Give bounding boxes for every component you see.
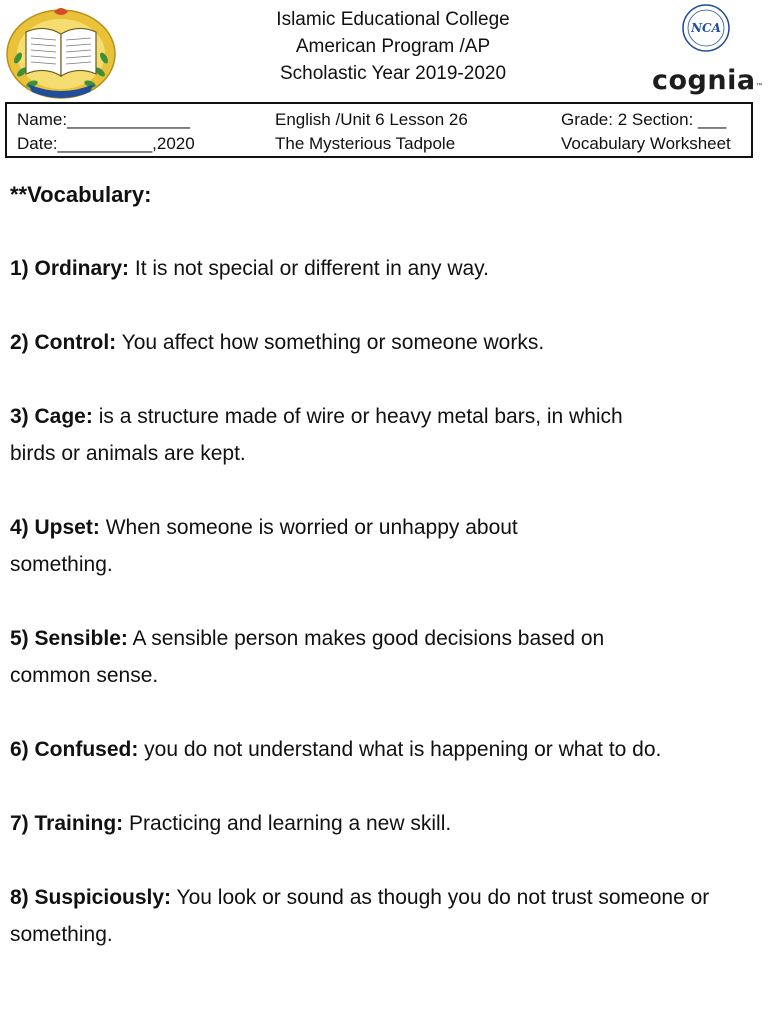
name-line: Name:_____________ — [17, 110, 190, 129]
vocab-definition: is a structure made of wire or heavy metal bars, in which birds or animals are kept. — [10, 405, 623, 465]
cognia-logo — [652, 62, 765, 100]
vocab-item-1 — [10, 250, 755, 287]
vocab-definition: A sensible person makes good decisions based on common sense. — [10, 627, 605, 687]
nca-seal-logo — [682, 4, 730, 52]
vocab-definition: You look or sound as though you do not trust someone or something. — [10, 886, 710, 946]
vocab-definition: Practicing and learning a new skill. — [123, 812, 452, 835]
subject-line: English /Unit 6 Lesson 26 — [275, 110, 468, 129]
vocab-term: 8) Suspiciously: — [10, 886, 172, 909]
school-title-block — [200, 6, 586, 87]
brand-trademark: ™ — [755, 82, 765, 91]
vocab-item-5 — [10, 620, 670, 694]
grade-info — [561, 108, 731, 156]
student-info-box — [5, 102, 753, 158]
open-book-emblem-logo — [4, 2, 118, 100]
vocab-term: 2) Control: — [10, 331, 117, 354]
vocab-term: 7) Training: — [10, 812, 124, 835]
date-line: Date:__________,2020 — [17, 134, 195, 153]
vocab-item-7 — [10, 805, 755, 842]
vocabulary-section — [10, 176, 755, 990]
vocab-term: 1) Ordinary: — [10, 257, 130, 280]
grade-line: Grade: 2 Section: ___ — [561, 110, 727, 129]
vocab-definition: you do not understand what is happening or what to do. — [138, 738, 662, 761]
vocab-item-8 — [10, 879, 755, 953]
vocab-item-2 — [10, 324, 755, 361]
worksheet-line: Vocabulary Worksheet — [561, 134, 731, 153]
vocab-item-6 — [10, 731, 755, 768]
vocab-item-3 — [10, 398, 630, 472]
vocab-item-4 — [10, 509, 590, 583]
vocab-term: 3) Cage: — [10, 405, 93, 428]
vocab-definition: You affect how something or someone works. — [116, 331, 545, 354]
vocabulary-heading: **Vocabulary: — [10, 182, 152, 207]
program-name: American Program /AP — [295, 36, 491, 57]
story-line: The Mysterious Tadpole — [275, 134, 456, 153]
vocab-term: 4) Upset: — [10, 516, 100, 539]
scholastic-year: Scholastic Year 2019-2020 — [279, 63, 507, 84]
vocab-term: 6) Confused: — [10, 738, 139, 761]
school-name: Islamic Educational College — [276, 9, 510, 30]
seal-text: NCA — [691, 21, 721, 35]
lesson-info — [275, 108, 468, 156]
vocab-definition: It is not special or different in any way. — [129, 257, 489, 280]
vocab-definition: When someone is worried or unhappy about something. — [10, 516, 518, 576]
student-fields — [17, 108, 195, 156]
brand-name: cognia — [652, 65, 756, 96]
vocab-term: 5) Sensible: — [10, 627, 128, 650]
